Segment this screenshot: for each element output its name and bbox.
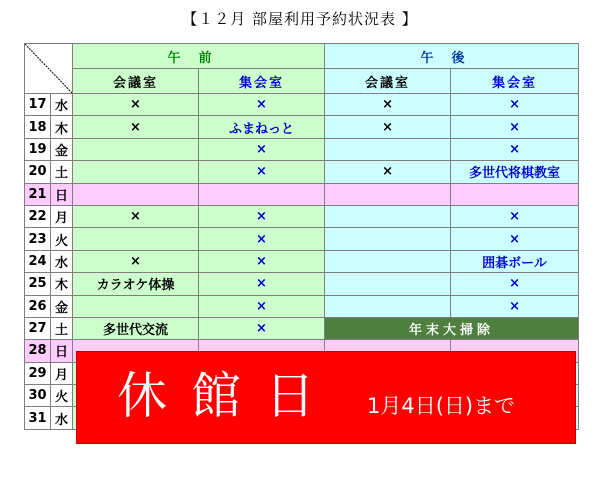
pm-meeting-cell — [325, 250, 451, 272]
am-header: 午前 — [73, 44, 325, 69]
pm-hall-cell: × — [451, 138, 579, 160]
day-cell: 22 — [25, 205, 51, 227]
weekday-cell: 木 — [51, 273, 73, 295]
am-hall-cell: × — [199, 205, 325, 227]
pm-meeting-cell — [325, 138, 451, 160]
table-row — [25, 273, 579, 295]
day-cell: 24 — [25, 250, 51, 272]
closed-until: 1月4日(日)まで — [367, 394, 516, 418]
room-header-pm-hall: 集会室 — [451, 69, 579, 94]
page-title: 【１２月 部屋利用予約状況表 】 — [182, 10, 418, 28]
weekday-cell: 日 — [51, 340, 73, 362]
day-cell: 27 — [25, 317, 51, 339]
weekday-cell: 水 — [51, 407, 73, 429]
pm-hall-cell: × — [451, 228, 579, 250]
day-cell: 20 — [25, 161, 51, 183]
pm-hall-cell: × — [451, 295, 579, 317]
day-cell: 28 — [25, 340, 51, 362]
am-hall-cell: × — [199, 138, 325, 160]
day-cell: 23 — [25, 228, 51, 250]
day-cell: 17 — [25, 94, 51, 116]
am-hall-cell: × — [199, 317, 325, 339]
weekday-cell: 月 — [51, 362, 73, 384]
am-meeting-cell — [73, 138, 199, 160]
table-row — [25, 161, 579, 183]
room-header-pm-meeting: 会議室 — [325, 69, 451, 94]
am-meeting-cell: × — [73, 94, 199, 116]
table-row — [25, 228, 579, 250]
day-cell: 21 — [25, 183, 51, 205]
pm-meeting-cell: × — [325, 116, 451, 138]
pm-meeting-cell: × — [325, 161, 451, 183]
day-cell: 29 — [25, 362, 51, 384]
am-hall-cell: ふまねっと — [199, 116, 325, 138]
pm-meeting-cell: × — [325, 94, 451, 116]
pm-hall-cell: × — [451, 116, 579, 138]
pm-hall-cell — [451, 183, 579, 205]
pm-meeting-cell — [325, 228, 451, 250]
weekday-cell: 火 — [51, 385, 73, 407]
pm-hall-cell: × — [451, 273, 579, 295]
day-cell: 30 — [25, 385, 51, 407]
day-cell: 31 — [25, 407, 51, 429]
am-hall-cell — [199, 183, 325, 205]
pm-meeting-cell — [325, 183, 451, 205]
weekday-cell: 日 — [51, 183, 73, 205]
table-row — [25, 94, 579, 116]
closed-label: 休館日 — [117, 367, 339, 425]
room-header-am-meeting: 会議室 — [73, 69, 199, 94]
pm-hall-cell: 囲碁ボール — [451, 250, 579, 272]
weekday-cell: 水 — [51, 94, 73, 116]
am-meeting-cell: × — [73, 250, 199, 272]
day-cell: 18 — [25, 116, 51, 138]
am-meeting-cell: 多世代交流 — [73, 317, 199, 339]
table-corner — [25, 44, 73, 94]
room-header-am-hall: 集会室 — [199, 69, 325, 94]
am-hall-cell: × — [199, 273, 325, 295]
table-row — [25, 250, 579, 272]
corner-diagonal — [25, 44, 73, 94]
am-hall-cell: × — [199, 161, 325, 183]
am-meeting-cell: × — [73, 205, 199, 227]
weekday-cell: 火 — [51, 228, 73, 250]
am-meeting-cell — [73, 228, 199, 250]
table-row — [25, 116, 579, 138]
am-hall-cell: × — [199, 250, 325, 272]
weekday-cell: 水 — [51, 250, 73, 272]
day-cell: 26 — [25, 295, 51, 317]
pm-hall-cell: × — [451, 94, 579, 116]
pm-hall-cell: 多世代将棋教室 — [451, 161, 579, 183]
pm-event-cell: 年末大掃除 — [325, 317, 579, 339]
weekday-cell: 月 — [51, 205, 73, 227]
pm-meeting-cell — [325, 273, 451, 295]
am-meeting-cell: × — [73, 116, 199, 138]
am-hall-cell: × — [199, 94, 325, 116]
closed-banner — [76, 351, 576, 444]
weekday-cell: 木 — [51, 116, 73, 138]
table-row — [25, 138, 579, 160]
day-cell: 19 — [25, 138, 51, 160]
am-meeting-cell: カラオケ体操 — [73, 273, 199, 295]
pm-meeting-cell — [325, 295, 451, 317]
am-meeting-cell — [73, 161, 199, 183]
table-row — [25, 317, 579, 339]
weekday-cell: 金 — [51, 295, 73, 317]
day-cell: 25 — [25, 273, 51, 295]
pm-meeting-cell — [325, 205, 451, 227]
weekday-cell: 金 — [51, 138, 73, 160]
am-hall-cell: × — [199, 228, 325, 250]
table-row — [25, 295, 579, 317]
table-row — [25, 183, 579, 205]
am-meeting-cell — [73, 295, 199, 317]
table-row — [25, 205, 579, 227]
pm-header: 午後 — [325, 44, 579, 69]
pm-hall-cell: × — [451, 205, 579, 227]
weekday-cell: 土 — [51, 317, 73, 339]
am-hall-cell: × — [199, 295, 325, 317]
am-meeting-cell — [73, 183, 199, 205]
weekday-cell: 土 — [51, 161, 73, 183]
